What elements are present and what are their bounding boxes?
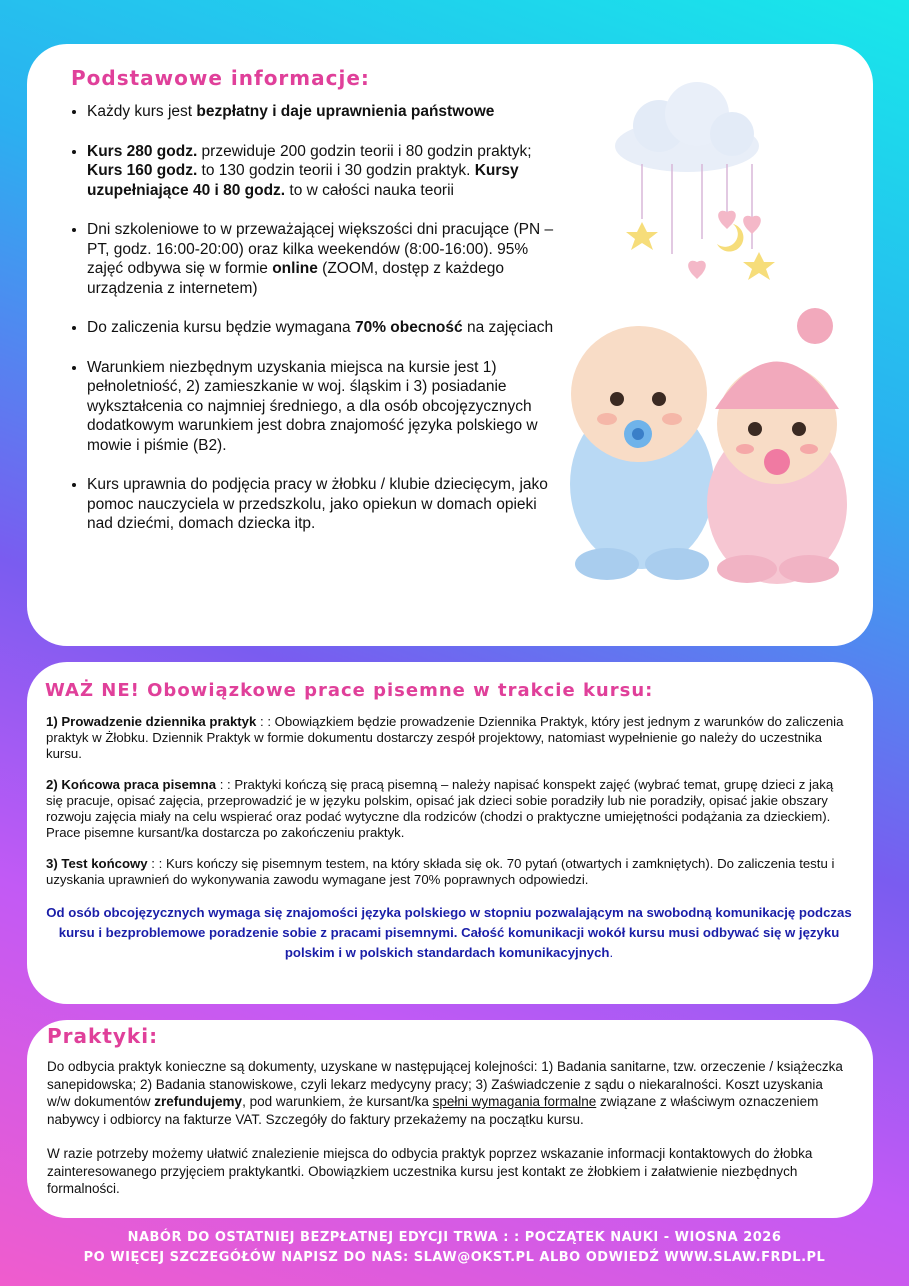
cloud-mobile-icon xyxy=(615,82,775,280)
internship-body xyxy=(47,1058,847,1215)
written-work-body xyxy=(46,714,852,978)
baby-girl-icon xyxy=(707,308,847,584)
diary-paragraph: 1) Prowadzenie dziennika praktyk : : Obowiązkiem będzie prowadzenie Dziennika Praktyk, który jest jednym z warunków do zaliczenia praktyk w Żłobku. Dziennik Praktyk w formie dokumentu dostarczy zespół projektowy, natomiast wypełnienie go należy do uczestnika kursu. xyxy=(46,714,844,761)
info-bullet: • Do zaliczenia kursu będzie wymagana 70% obecność na zajęciach xyxy=(87,318,557,338)
footer-contact-line: PO WIĘCEJ SZCZEGÓŁÓW NAPISZ DO NAS: SLAW@OKST.PL ALBO ODWIEDŹ WWW.SLAW.FRDL.PL xyxy=(83,1250,826,1265)
baby-boy-icon xyxy=(570,326,714,580)
final-test-paragraph: 3) Test końcowy : : Kurs kończy się pisemnym testem, na który składa się ok. 70 pytań (otwartych i zamkniętych). Do zaliczenia testu i uzyskania uprawnień do wykonywania zawodu wymagane jest 70% poprawnych odpowiedzi. xyxy=(46,856,835,887)
internship-card xyxy=(27,1020,873,1218)
info-bullet: • Każdy kurs jest bezpłatny i daje uprawnienia państwowe xyxy=(87,102,557,122)
footer xyxy=(0,1228,909,1268)
info-bullet: • Dni szkoleniowe to w przeważającej większości dni pracujące (PN – PT, godz. 16:00-20:00) oraz kilka weekendów (8:00-16:00). 95% zajęć odbywa się w formie online (ZOOM, dostęp z każdego urządzenia z internetem) xyxy=(87,220,557,298)
written-work-heading: WAŻ NE! Obowiązkowe prace pisemne w trakcie kursu: xyxy=(45,680,654,701)
basic-info-list xyxy=(65,102,557,554)
internship-heading: Praktyki: xyxy=(47,1024,159,1048)
info-bullet: • Kurs 280 godz. przewiduje 200 godzin teorii i 80 godzin praktyk; Kurs 160 godz. to 130 godzin teorii i 30 godzin praktyk. Kursy uzupełniające 40 i 80 godz. to w całości nauka teorii xyxy=(87,142,557,201)
placement-help-paragraph: W razie potrzeby możemy ułatwić znalezienie miejsca do odbycia praktyk poprzez wskazanie informacji kontaktowych do żłobka zainteresowanego przyjęciem praktykantki. Obowiązkiem uczestnika kursu jest kontakt ze żłobkiem i załatwienie niezbędnych formalności. xyxy=(47,1146,813,1196)
language-note: Od osób obcojęzycznych wymaga się znajomości języka polskiego w stopniu pozwalającym na swobodną komunikację podczas kursu i bezproblemowe poradzenie sobie z pracami pisemnymi. Całość komunikacji wokół kursu musi odbywać się w języku polskim i w polskich standardach komunikacyjnych. xyxy=(46,905,852,960)
info-bullet: • Kurs uprawnia do podjęcia pracy w żłobku / klubie dziecięcym, jako pomoc nauczyciela w przedszkolu, jako opiekun w domach opieki nad dziećmi, domach dziecka itp. xyxy=(87,475,557,534)
baby-illustration xyxy=(547,64,857,584)
basic-info-heading: Podstawowe informacje: xyxy=(71,66,370,90)
final-paper-paragraph: 2) Końcowa praca pisemna : : Praktyki kończą się pracą pisemną – należy napisać konspekt zajęć (wybrać temat, grupę dzieci z jaką się pracuje, opisać zajęcia, przeprowadzić je w języku polskim, opisać jak dzieci sobie poradziły lub nie poradziły, opisać jakie obszary rozwoju zajęcia miały na celu wspierać oraz podać wytyczne dla rodziców (chodzi o praktyczne umiejętności podążania za dzieckiem). Prace pisemne kursant/ka dostarcza po zakończeniu praktyk. xyxy=(46,777,834,840)
info-bullet: • Warunkiem niezbędnym uzyskania miejsca na kursie jest 1) pełnoletniość, 2) zamieszkanie w woj. śląskim i 3) posiadanie wykształcenia co najmniej średniego, a dla osób obcojęzycznych dodatkowym warunkiem jest dobra znajomość języka polskiego w mowie i piśmie (B2). xyxy=(87,358,557,456)
basic-info-card xyxy=(27,44,873,646)
written-work-card xyxy=(27,662,873,1004)
documents-paragraph: Do odbycia praktyk konieczne są dokumenty, uzyskane w następującej kolejności: 1) Badania sanitarne, tzw. orzeczenie / książeczka sanepidowska; 2) Badania stanowiskowe, czyli lekarz medycyny pracy; 3) Zaświadczenie z sądu o niekaralności. Koszt uzyskania w/w dokumentów zrefundujemy, pod warunkiem, że kursant/ka spełni wymagania formalne związane z właściwym oznaczeniem nabywcy i odbiorcy na fakturze VAT. Szczegóły do faktury przekażemy na początku kursu. xyxy=(47,1059,843,1127)
footer-enrollment-line: NABÓR DO OSTATNIEJ BEZPŁATNEJ EDYCJI TRWA : : POCZĄTEK NAUKI - WIOSNA 2026 xyxy=(127,1230,782,1245)
